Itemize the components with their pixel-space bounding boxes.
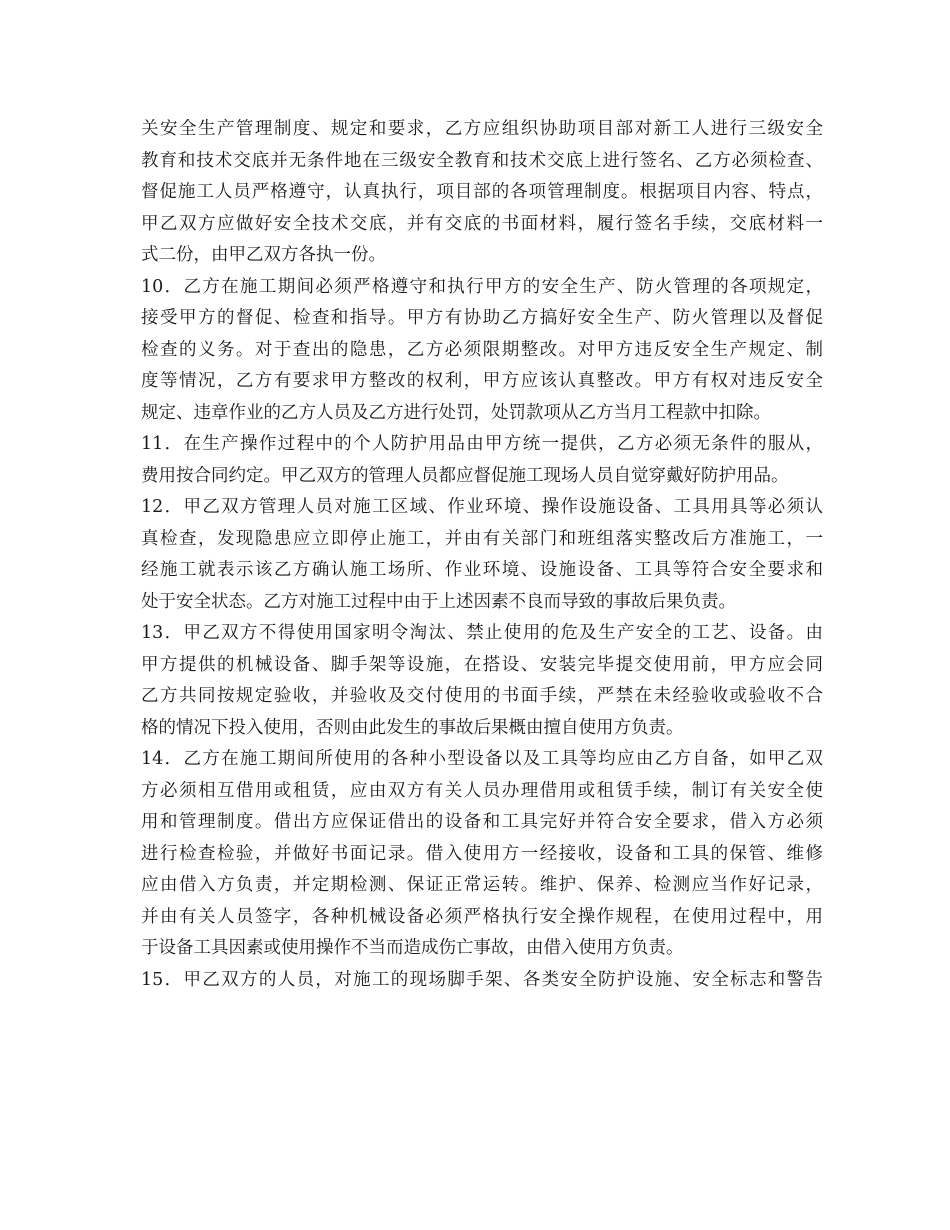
text-line: 教育和技术交底并无条件地在三级安全教育和技术交底上进行签名、乙方必须检查、 (141, 150, 823, 171)
text-line: 甲乙双方应做好安全技术交底，并有交底的书面材料，履行签名手续，交底材料一 (141, 213, 823, 234)
text-line: 甲方提供的机械设备、脚手架等设施，在搭设、安装完毕提交使用前，甲方应会同 (141, 654, 823, 675)
text-line: 乙方共同按规定验收，并验收及交付使用的书面手续，严禁在未经验收或验收不合 (141, 686, 823, 706)
text-line: 关安全生产管理制度、规定和要求，乙方应组织协助项目部对新工人进行三级安全 (141, 119, 823, 139)
text-line: 规定、违章作业的乙方人员及乙方进行处罚，处罚款项从乙方当月工程款中扣除。 (141, 402, 771, 423)
text-line: 接受甲方的督促、检查和指导。甲方有协助乙方搞好安全生产、防火管理以及督促 (141, 308, 823, 328)
text-line: 用和管理制度。借出方应保证借出的设备和工具完好并符合安全要求，借入方必须 (141, 812, 823, 832)
document-body (141, 114, 823, 996)
text-line: 13．甲乙双方不得使用国家明令淘汰、禁止使用的危及生产安全的工艺、设备。由 (141, 623, 823, 643)
text-line: 应由借入方负责，并定期检测、保证正常运转。维护、保养、检测应当作好记录， (141, 875, 823, 895)
text-line: 督促施工人员严格遵守，认真执行，项目部的各项管理制度。根据项目内容、特点， (141, 182, 823, 202)
text-line: 式二份，由甲乙双方各执一份。 (141, 245, 386, 265)
text-line: 14．乙方在施工期间所使用的各种小型设备以及工具等均应由乙方自备，如甲乙双 (141, 749, 823, 769)
text-line: 于设备工具因素或使用操作不当而造成伤亡事故，由借入使用方负责。 (141, 938, 684, 958)
text-line: 检查的义务。对于查出的隐患，乙方必须限期整改。对甲方违反安全生产规定、制 (141, 339, 823, 360)
text-line: 方必须相互借用或租赁，应由双方有关人员办理借用或租赁手续，制订有关安全使 (141, 780, 823, 801)
text-line: 费用按合同约定。甲乙双方的管理人员都应督促施工现场人员自觉穿戴好防护用品。 (141, 465, 789, 486)
text-line: 15．甲乙双方的人员，对施工的现场脚手架、各类安全防护设施、安全标志和警告 (141, 969, 823, 990)
text-line: 经施工就表示该乙方确认施工场所、作业环境、设施设备、工具等符合安全要求和 (141, 560, 823, 580)
text-line: 格的情况下投入使用，否则由此发生的事故后果概由擅自使用方负责。 (141, 717, 684, 738)
text-line: 11．在生产操作过程中的个人防护用品由甲方统一提供，乙方必须无条件的服从， (141, 434, 823, 454)
text-line: 并由有关人员签字，各种机械设备必须严格执行安全操作规程，在使用过程中，用 (141, 906, 823, 927)
text-line: 进行检查检验，并做好书面记录。借入使用方一经接收，设备和工具的保管、维修 (141, 843, 823, 864)
text-line: 处于安全状态。乙方对施工过程中由于上述因素不良而导致的事故后果负责。 (141, 591, 736, 612)
text-line: 真检查，发现隐患应立即停止施工，并由有关部门和班组落实整改后方准施工，一 (141, 528, 823, 549)
text-line: 10．乙方在施工期间必须严格遵守和执行甲方的安全生产、防火管理的各项规定， (141, 276, 823, 297)
text-line: 度等情况，乙方有要求甲方整改的权利，甲方应该认真整改。甲方有权对违反安全 (141, 371, 823, 391)
text-line: 12．甲乙双方管理人员对施工区域、作业环境、操作设施设备、工具用具等必须认 (141, 497, 823, 517)
